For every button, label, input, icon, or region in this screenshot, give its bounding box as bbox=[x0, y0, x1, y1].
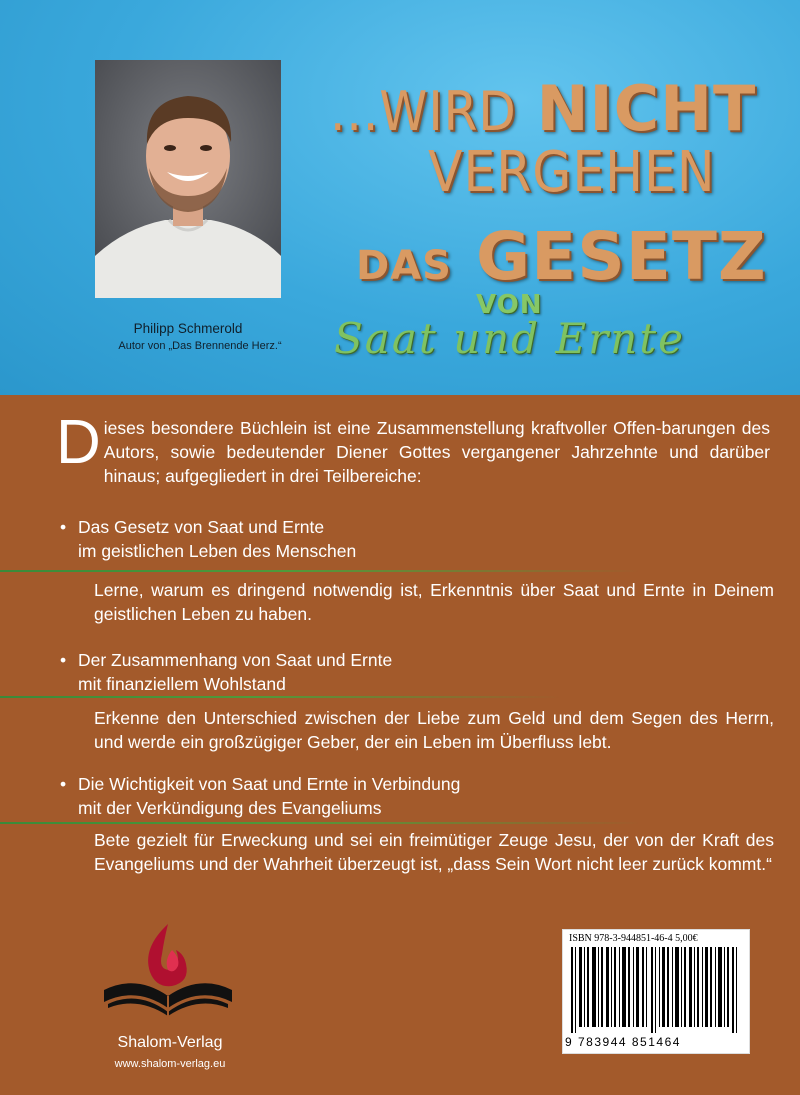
title-line-4: VON bbox=[476, 290, 543, 320]
intro-text: ieses besondere Büchlein ist eine Zusammenstellung kraftvoller Offen-barungen des Autors, sowie bedeutender Diener Gottes vergangener Jahrzehnte und darüber hinaus; aufgegliedert in drei Teilbereiche: bbox=[103, 418, 770, 486]
section-3-bullet: • bbox=[60, 774, 67, 794]
section-3-title-line2: mit der Verkündigung des Evangeliums bbox=[78, 798, 382, 818]
section-1-rule bbox=[0, 570, 640, 572]
isbn-label: ISBN 978-3-944851-46-4 5,00€ bbox=[569, 933, 698, 944]
section-3-title-line1: Die Wichtigkeit von Saat und Ernte in Verbindung bbox=[78, 774, 461, 794]
section-1-title-line2: im geistlichen Leben des Menschen bbox=[78, 541, 357, 561]
intro-paragraph bbox=[56, 408, 770, 488]
section-2-body: Erkenne den Unterschied zwischen der Liebe zum Geld und dem Segen des Herrn, und werde ein großzügiger Geber, der ein Leben im Überfluss lebt. bbox=[94, 708, 774, 752]
section-2-title-line2: mit finanziellem Wohlstand bbox=[78, 674, 286, 694]
title-line1-bold: NICHT bbox=[536, 72, 757, 145]
publisher-logo bbox=[98, 920, 238, 1030]
author-photo bbox=[95, 60, 281, 298]
section-2-bullet: • bbox=[60, 650, 67, 670]
intro-dropcap: D bbox=[56, 408, 101, 477]
publisher-url: www.shalom-verlag.eu bbox=[114, 1058, 226, 1070]
flame-book-icon bbox=[98, 920, 238, 1030]
author-subtitle: Autor von „Das Brennende Herz.“ bbox=[118, 340, 282, 352]
section-3-title bbox=[60, 772, 460, 820]
title-line3-bold: GESETZ bbox=[475, 218, 767, 295]
section-2-title bbox=[60, 648, 392, 696]
section-3-body: Bete gezielt für Erweckung und sei ein freimütiger Zeuge Jesu, der von der Kraft des Evangeliums und der Wahrheit überzeugt ist, „dass Sein Wort nicht leer zurück kommt.“ bbox=[94, 830, 774, 874]
section-2-rule bbox=[0, 696, 560, 698]
barcode-digits: 9 783944 851464 bbox=[565, 1035, 681, 1049]
title-line1-prefix: ...WIRD bbox=[330, 80, 517, 143]
section-2-title-line1: Der Zusammenhang von Saat und Ernte bbox=[78, 650, 393, 670]
section-1-body: Lerne, warum es dringend notwendig ist, Erkenntnis über Saat und Ernte in Deinem geistlichen Leben zu haben. bbox=[94, 580, 774, 624]
section-3-rule bbox=[0, 822, 640, 824]
title-line-5: Saat und Ernte bbox=[334, 314, 685, 363]
author-name: Philipp Schmerold bbox=[133, 321, 243, 336]
title-line-1 bbox=[330, 72, 756, 145]
barcode-icon bbox=[569, 947, 743, 1033]
isbn-barcode bbox=[562, 929, 750, 1054]
book-title bbox=[330, 60, 780, 380]
title-line-2: VERGEHEN bbox=[428, 140, 716, 205]
title-line3-prefix: DAS bbox=[356, 243, 452, 289]
title-line-3 bbox=[356, 218, 767, 295]
publisher-name: Shalom-Verlag bbox=[117, 1034, 223, 1051]
section-1-title-line1: Das Gesetz von Saat und Ernte bbox=[78, 517, 325, 537]
section-1-bullet: • bbox=[60, 517, 67, 537]
section-1-title bbox=[60, 515, 356, 563]
